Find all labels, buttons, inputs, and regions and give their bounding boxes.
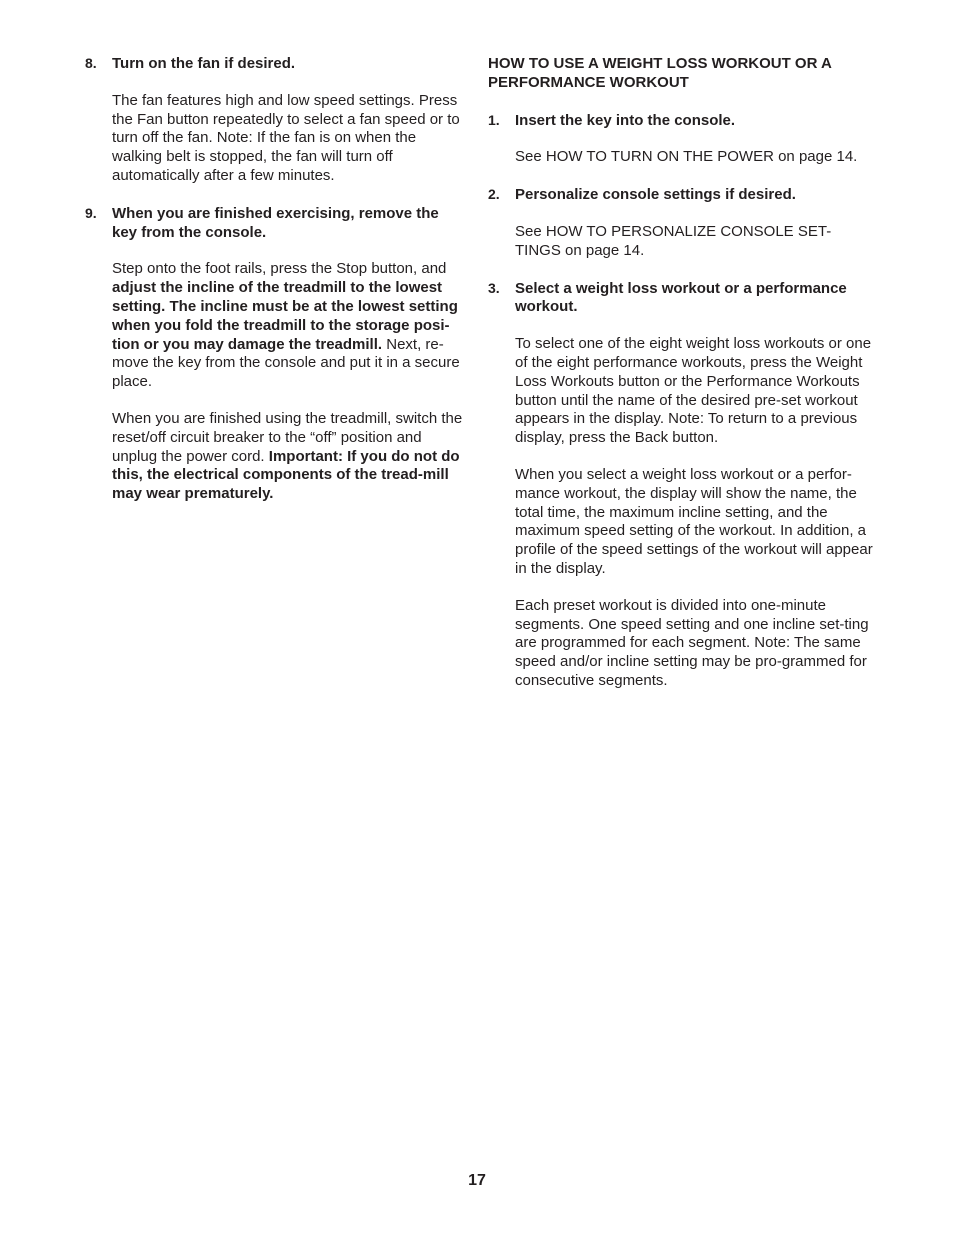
step-heading: Personalize console settings if desired.	[515, 186, 796, 204]
step-number: 3.	[488, 279, 500, 296]
paragraph-text: Next, re-move the key from the console and put it in a secure place.	[112, 335, 460, 391]
warning-text: adjust the incline of the treadmill to the lowest setting. The incline must be at the lowest setting when you fold the treadmill to the storage posi-tion or you may damage the treadmill.	[112, 279, 458, 353]
left-column	[85, 54, 463, 504]
step-heading: Select a weight loss workout or a performance workout.	[515, 279, 847, 316]
step-paragraph	[112, 260, 463, 392]
step-number: 9.	[85, 204, 97, 221]
step-2	[488, 185, 873, 260]
step-paragraph: See HOW TO PERSONALIZE CONSOLE SET-TINGS on page 14.	[515, 222, 832, 259]
page-number: 17	[468, 1172, 486, 1189]
step-3	[488, 279, 873, 691]
paragraph-text: When you are finished using the treadmill, switch the reset/off circuit breaker to the “off” position and unplug the power cord.	[112, 409, 463, 465]
step-paragraph: The fan features high and low speed settings. Press the Fan button repeatedly to select a fan speed or to turn off the fan. Note: If the fan is on when the walking belt is stopped, the fan will turn off automatically after a few minutes.	[112, 91, 460, 184]
step-paragraph: See HOW TO TURN ON THE POWER on page 14.	[515, 148, 858, 166]
step-number: 8.	[85, 55, 97, 71]
important-text: Important: If you do not do this, the electrical components of the tread-mill may wear prematurely.	[112, 447, 460, 503]
step-8	[85, 54, 463, 186]
step-paragraph: Each preset workout is divided into one-minute segments. One speed setting and one incline set-ting are programmed for each segment. Note: The same speed and/or incline setting may be pro-grammed for consecutive segments.	[515, 596, 869, 689]
step-paragraph: To select one of the eight weight loss workouts or one of the eight performance workouts, press the Weight Loss Workouts button or the Performance Workouts button until the name of the desired pre-set workout appears in the display. Note: To return to a previous display, press the Back button.	[515, 335, 872, 447]
step-number: 2.	[488, 186, 500, 203]
paragraph-text: Step onto the foot rails, press the Stop button, and	[112, 260, 447, 278]
step-paragraph	[112, 410, 463, 504]
step-9	[85, 204, 463, 504]
step-heading: Turn on the fan if desired.	[112, 55, 296, 72]
section-title: HOW TO USE A WEIGHT LOSS WORKOUT OR A PERFORMANCE WORKOUT	[488, 55, 832, 91]
step-heading: Insert the key into the console.	[515, 111, 736, 129]
step-paragraph: When you select a weight loss workout or a perfor-mance workout, the display will show the name, the total time, the maximum incline setting, and the maximum speed setting of the workout. In addition, a profile of the speed settings of the workout will appear in the display.	[515, 465, 873, 577]
step-1	[488, 111, 873, 168]
step-number: 1.	[488, 111, 500, 128]
right-column	[488, 54, 873, 691]
step-heading: When you are finished exercising, remove the key from the console.	[112, 204, 439, 241]
